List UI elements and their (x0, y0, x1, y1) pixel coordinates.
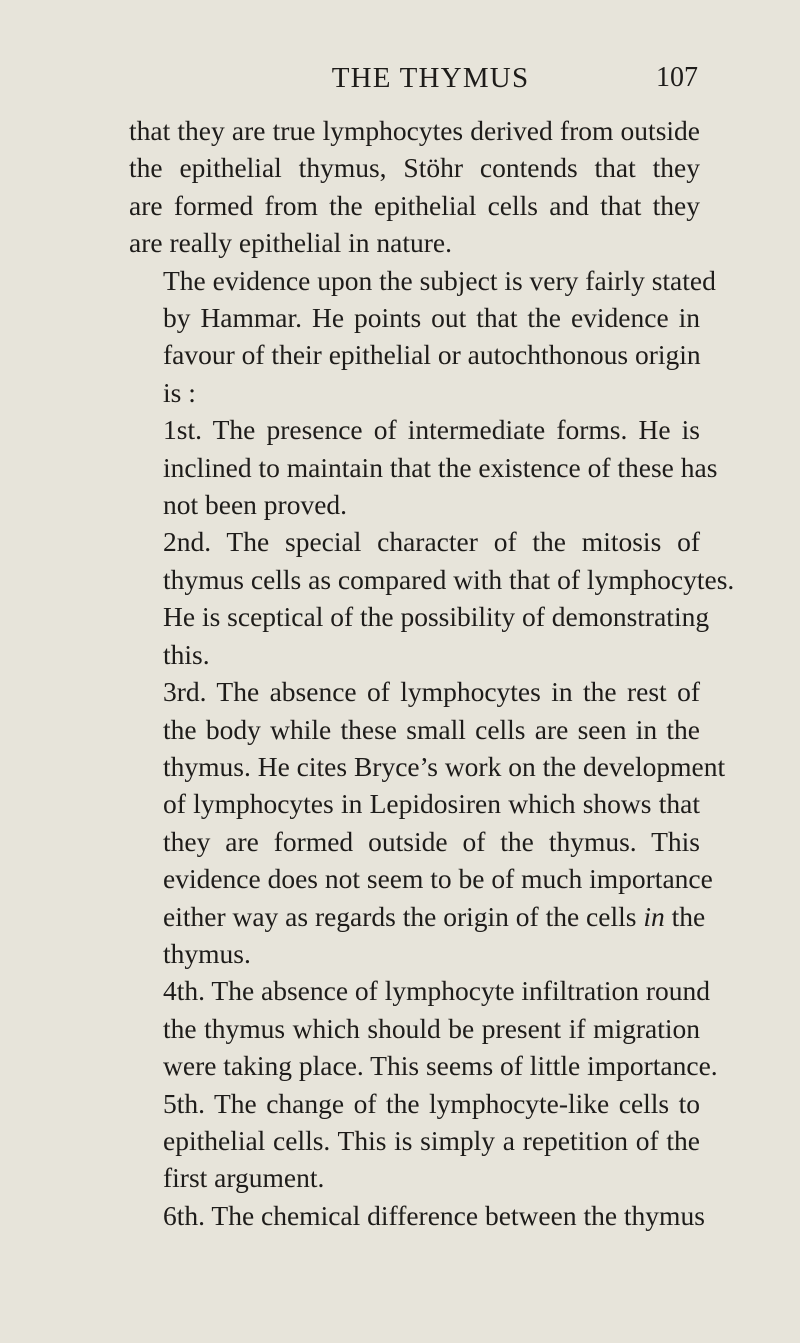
text-line: thymus. He cites Bryce’s work on the development (163, 750, 726, 782)
text-line-italic-in: either way as regards the origin of the cells in the (163, 900, 706, 932)
text-line: are really epithelial in nature. (129, 227, 452, 259)
text-line: not been proved. (163, 489, 348, 521)
paragraph-point-1st (129, 411, 718, 523)
text-line: 4th. The absence of lymphocyte infiltration round (163, 975, 711, 1007)
text-line: thymus. (163, 937, 251, 969)
text-line: He is sceptical of the possibility of demonstrating (163, 601, 710, 633)
page-number: 107 (656, 62, 698, 93)
paragraph-point-3rd (129, 673, 726, 972)
text-line: this. (163, 638, 210, 670)
text-line: the thymus which should be present if migration (163, 1012, 700, 1044)
text-line: inclined to maintain that the existence of these has (163, 451, 718, 483)
text-line: that they are true lymphocytes derived from outside (129, 115, 700, 146)
paragraph-evidence-intro (129, 262, 716, 412)
text-line: are formed from the epithelial cells and that they (129, 189, 700, 221)
paragraph-point-4th (129, 972, 718, 1084)
text-line: 2nd. The special character of the mitosis of (163, 526, 700, 558)
text-line: epithelial cells. This is simply a repetition of the (163, 1124, 700, 1156)
text-line: 3rd. The absence of lymphocytes in the rest of (163, 676, 700, 708)
running-title: THE THYMUS (331, 62, 530, 94)
text-line: 1st. The presence of intermediate forms. He is (163, 414, 700, 446)
text-line: 5th. The change of the lymphocyte-like cells to (163, 1087, 700, 1119)
text-line: favour of their epithelial or autochthonous origin (163, 339, 701, 371)
paragraph-point-5th (129, 1085, 700, 1197)
text-line: first argument. (163, 1162, 325, 1194)
text-line: were taking place. This seems of little importance. (163, 1050, 718, 1082)
paragraph-point-2nd (129, 523, 735, 673)
text-line: thymus cells as compared with that of lymphocytes. (163, 563, 735, 595)
text-line: The evidence upon the subject is very fairly stated (163, 264, 716, 296)
text-line: the body while these small cells are seen in the (163, 713, 700, 745)
text-line: is : (163, 376, 196, 408)
body-text (129, 112, 735, 1234)
paragraph-continuation (129, 112, 700, 262)
text-line: 6th. The chemical difference between the thymus (163, 1199, 705, 1231)
text-line: of lymphocytes in Lepidosiren which shows that (163, 788, 700, 820)
text-line: they are formed outside of the thymus. This (163, 825, 700, 857)
running-head (129, 62, 700, 112)
paragraph-point-6th (129, 1197, 705, 1234)
text-line: evidence does not seem to be of much importance (163, 863, 713, 895)
text-line: by Hammar. He points out that the evidence in (163, 302, 700, 334)
text-line: the epithelial thymus, Stöhr contends that they (129, 152, 700, 184)
